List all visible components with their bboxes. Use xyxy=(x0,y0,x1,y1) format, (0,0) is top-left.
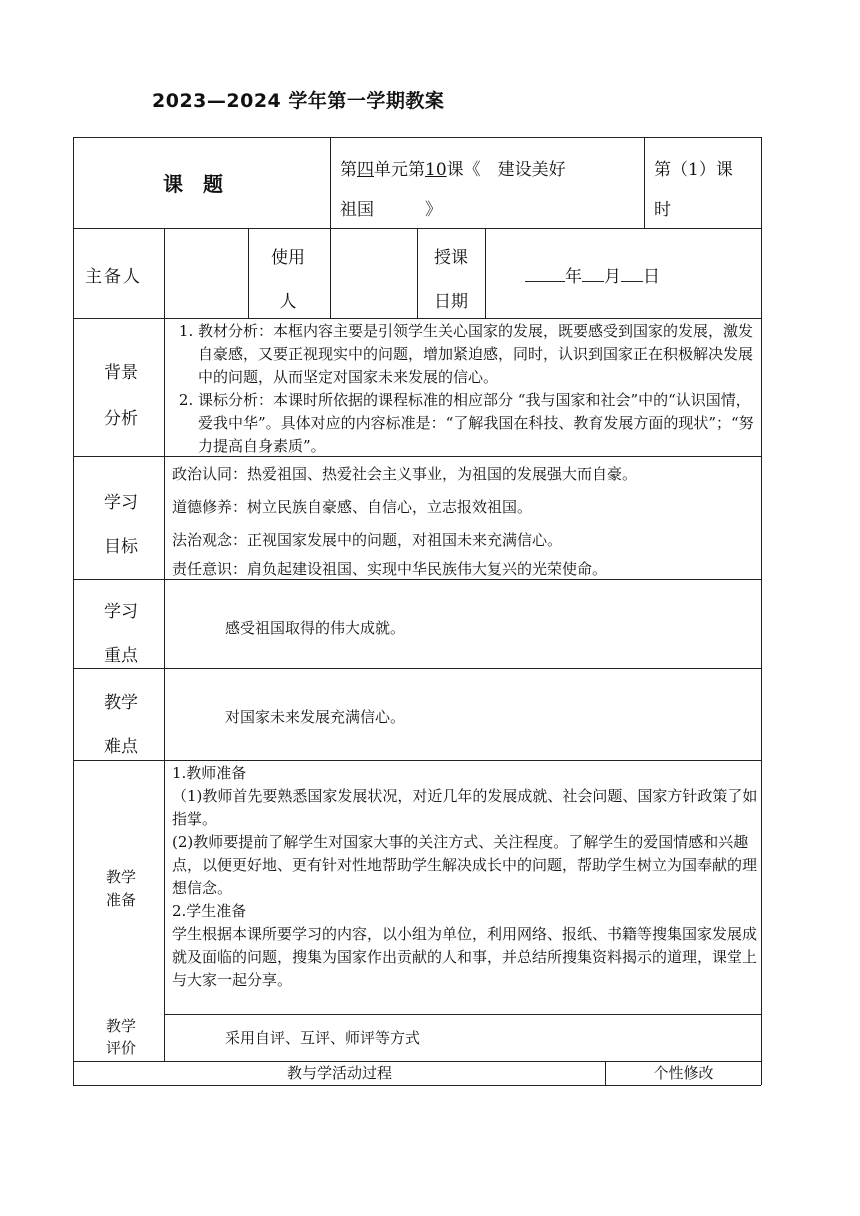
page-title: 2023—2024 学年第一学期教案 xyxy=(152,90,445,112)
date-label: 授课 日期 xyxy=(434,248,468,312)
preparation-content xyxy=(172,762,758,992)
evaluation-text: 采用自评、互评、师评等方式 xyxy=(225,1029,421,1047)
difficulties-text: 对国家未来发展充满信心。 xyxy=(225,708,406,726)
objective-line: 责任意识：肩负起建设祖国、实现中华民族伟大复兴的光荣使命。 xyxy=(172,560,608,578)
key-points-text: 感受祖国取得的伟大成就。 xyxy=(225,619,406,637)
objective-line: 道德修养：树立民族自豪感、自信心，立志报效祖国。 xyxy=(172,498,533,516)
background-label: 背景 分析 xyxy=(104,363,138,429)
teacher-prep-item: (2)教师要提前了解学生对国家大事的关注方式、关注程度。了解学生的爱国情感和兴趣点，以便更好地、更有针对性地帮助学生解决成长中的问题，帮助学生树立为国奉献的理想信念。 xyxy=(172,833,758,897)
evaluation-label: 教学 评价 xyxy=(105,1017,136,1057)
key-points-label: 学习 重点 xyxy=(104,602,138,666)
topic-label: 课 题 xyxy=(163,172,223,196)
objective-line: 法治观念：正视国家发展中的问题，对祖国未来充满信心。 xyxy=(172,531,563,549)
period-info: 第（1）课 时 xyxy=(654,160,733,220)
objectives-label: 学习 目标 xyxy=(104,493,138,557)
teacher-prep-heading: 1.教师准备 xyxy=(172,764,247,782)
objective-line: 政治认同：热爱祖国、热爱社会主义事业，为祖国的发展强大而自豪。 xyxy=(172,465,638,483)
objectives-content xyxy=(172,460,758,584)
process-header: 教与学活动过程 xyxy=(286,1064,392,1082)
lesson-title: 第四单元第10课《 建设美好 祖国 》 xyxy=(340,160,566,220)
list-item: 1. 教材分析：本框内容主要是引领学生关心国家的发展，既要感受到国家的发展，激发自豪感，又要正视现实中的问题，增加紧迫感，同时，认识到国家正在积极解决发展中的问题，从而坚定对国家未来发展的信心。 xyxy=(198,320,758,389)
host-label: 主备人 xyxy=(85,267,142,287)
background-content xyxy=(170,320,758,458)
user-label: 使用 人 xyxy=(271,248,305,312)
date-field: 年 月 日 xyxy=(525,262,660,287)
difficulties-label: 教学 难点 xyxy=(104,693,138,757)
student-prep-heading: 2.学生准备 xyxy=(172,902,247,920)
preparation-label: 教学 准备 xyxy=(105,868,136,909)
revision-header: 个性修改 xyxy=(653,1064,714,1082)
lesson-number: 10 xyxy=(425,160,447,180)
list-item: 2. 课标分析：本课时所依据的课程标准的相应部分 “我与国家和社会”中的“认识国情，爱我中华”。具体对应的内容标准是：“了解我国在科技、教育发展方面的现状”；“努力提高自身素质”。 xyxy=(198,389,758,458)
unit-number: 四 xyxy=(357,160,374,180)
student-prep-item: 学生根据本课所要学习的内容，以小组为单位，利用网络、报纸、书籍等搜集国家发展成就及面临的问题，搜集为国家作出贡献的人和事，并总结所搜集资料揭示的道理，课堂上与大家一起分享。 xyxy=(172,925,758,989)
teacher-prep-item: （1)教师首先要熟悉国家发展状况，对近几年的发展成就、社会问题、国家方针政策了如指掌。 xyxy=(172,787,758,828)
